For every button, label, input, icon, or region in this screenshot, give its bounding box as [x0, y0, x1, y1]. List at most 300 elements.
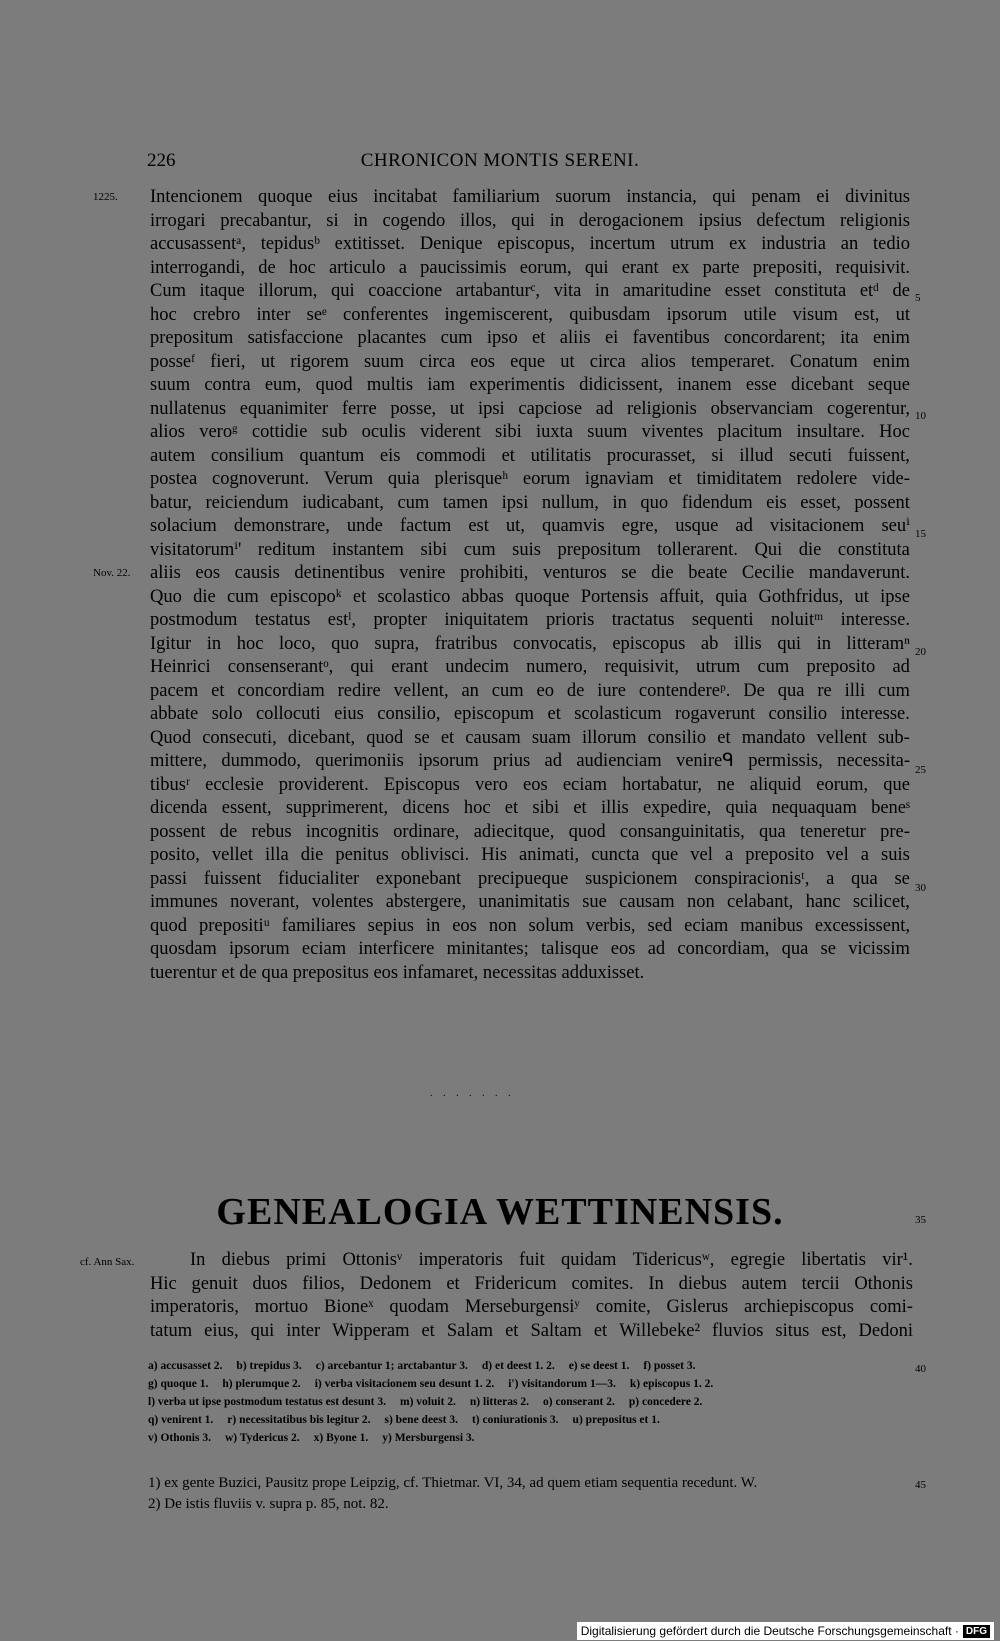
word: penam: [751, 187, 801, 207]
word: vel: [690, 845, 713, 865]
word: Quo: [150, 586, 182, 607]
word: eius: [327, 187, 358, 207]
word: consilium: [210, 445, 284, 466]
word: et: [446, 1273, 460, 1294]
word: consenserantᵒ,: [227, 657, 334, 677]
word: commodi: [416, 445, 486, 466]
word: etᵈ: [859, 281, 879, 301]
word: posseᶠ: [150, 351, 195, 372]
word: Cum: [150, 281, 186, 301]
word: eorum,: [519, 257, 572, 278]
word: ut: [260, 351, 276, 372]
word: non: [488, 915, 517, 936]
word: cum: [491, 680, 524, 701]
text-line: [150, 938, 910, 962]
word: cum: [226, 586, 259, 607]
apparatus-note: g) quoque 1.: [148, 1378, 209, 1390]
apparatus-line: [148, 1411, 908, 1429]
word: est,: [854, 304, 880, 325]
word: litteramⁿ: [846, 633, 910, 654]
word: aliquid: [749, 774, 802, 795]
word: Cecilie: [741, 563, 795, 583]
text-line: tuerentur et de qua prepositus eos infamaret, necessitas adduxisset.: [150, 962, 645, 983]
word: adiecitque,: [473, 821, 555, 842]
word: ipsi: [477, 398, 505, 419]
word: abbate: [150, 704, 199, 724]
word: de: [219, 821, 238, 842]
word: Intencionem: [150, 187, 243, 207]
word: hoc: [150, 304, 177, 325]
word: mandaverunt.: [808, 563, 910, 583]
word: eo: [536, 680, 554, 701]
word: comite,: [595, 1297, 651, 1317]
word: eciam: [301, 939, 347, 959]
word: multis: [366, 375, 414, 395]
word: imperatoris: [418, 1250, 503, 1270]
word: in: [816, 633, 831, 654]
word: contra: [204, 375, 251, 395]
word: in: [425, 915, 441, 936]
word: ad: [735, 516, 753, 536]
word: que: [651, 845, 679, 865]
word: et: [421, 1320, 435, 1341]
word: equanimiter: [239, 398, 329, 419]
word: convocatis,: [513, 633, 597, 654]
word: consilio,: [377, 704, 441, 724]
word: illorum,: [258, 281, 318, 301]
word: se: [894, 868, 910, 889]
word: timiditatem: [696, 469, 782, 489]
word: redire: [337, 680, 381, 701]
word: necessita-: [837, 751, 910, 771]
line-number: 30: [915, 882, 926, 894]
word: egregie: [730, 1250, 786, 1270]
word: itaque: [199, 281, 245, 301]
word: hoc: [463, 798, 491, 818]
word: insultare.: [796, 422, 865, 442]
margin-reference: cf. Ann Sax.: [80, 1256, 135, 1268]
word: autem: [150, 445, 196, 466]
apparatus-line: [148, 1357, 908, 1375]
word: Conatum: [789, 351, 858, 372]
word: tedio: [873, 234, 910, 254]
word: requisivit.: [835, 257, 910, 278]
word: supprimerent,: [285, 798, 389, 818]
word: estˡ,: [327, 610, 356, 630]
word: inter: [256, 304, 291, 325]
word: Hoc: [879, 422, 910, 442]
word: si: [711, 445, 724, 466]
word: suum: [150, 375, 191, 395]
word: incognitis: [305, 821, 379, 842]
word: erant: [621, 257, 659, 278]
word: in: [594, 281, 610, 301]
word: audienciam: [576, 751, 662, 771]
word: qui: [584, 257, 609, 278]
text-line: [150, 1273, 913, 1297]
apparatus-note: p) concedere 2.: [628, 1396, 703, 1408]
word: numero,: [526, 657, 588, 677]
word: a: [724, 845, 734, 865]
word: cum: [440, 328, 473, 348]
word: vellent,: [393, 680, 449, 701]
text-line: [150, 515, 910, 539]
word: iuxta: [536, 422, 573, 442]
main-text: [150, 186, 910, 985]
word: suam: [531, 727, 571, 748]
word: in: [353, 210, 368, 231]
word: manibus: [740, 915, 803, 936]
word: solo: [211, 704, 243, 724]
margin-date: Nov. 22.: [93, 567, 131, 579]
word: ei: [604, 328, 619, 348]
word: affuit,: [659, 586, 705, 607]
word: filios,: [302, 1273, 345, 1294]
word: illud: [739, 445, 774, 466]
word: conspiracionisᵗ,: [694, 868, 810, 889]
digitization-credit: [577, 1622, 994, 1640]
word: supra,: [374, 633, 420, 654]
word: permissis,: [748, 751, 823, 771]
word: concordarent;: [724, 328, 826, 348]
word: precipueque: [477, 868, 569, 889]
word: utile: [743, 304, 777, 325]
word: scolasticum: [574, 704, 662, 724]
text-line: [150, 586, 910, 610]
word: si: [326, 210, 339, 231]
word: est: [468, 516, 489, 536]
text-line: [150, 233, 910, 257]
word: ipsorum: [666, 304, 728, 325]
word: demonstrare,: [233, 516, 330, 536]
text-line: [150, 774, 910, 798]
word: collocuti: [255, 704, 321, 724]
word: fidendum: [681, 492, 753, 513]
word: illos,: [460, 210, 497, 231]
word: cogerentur,: [827, 398, 910, 419]
word: re: [817, 680, 832, 701]
word: redolere: [796, 469, 858, 489]
word: illis: [733, 633, 762, 654]
section-separator: . . . . . . .: [430, 1088, 515, 1099]
word: providerent.: [278, 774, 369, 795]
word: vicissim: [848, 939, 910, 959]
word: tractatus: [611, 610, 675, 630]
word: loco,: [279, 633, 316, 654]
word: divinitus: [845, 187, 910, 207]
word: iure: [597, 680, 626, 701]
word: an: [461, 680, 479, 701]
word: cum: [878, 680, 910, 701]
apparatus-line: [148, 1429, 908, 1447]
word: vellet: [211, 845, 253, 865]
word: reiciendum: [205, 492, 289, 513]
word: esset,: [800, 492, 841, 513]
word: illis: [600, 798, 629, 818]
word: seuⁱ: [881, 516, 910, 536]
word: vel: [826, 845, 849, 865]
word: religionis: [626, 398, 697, 419]
word: et: [573, 798, 587, 818]
word: concordiam: [237, 680, 325, 701]
word: parte: [702, 257, 740, 278]
word: scilicet,: [852, 892, 910, 912]
word: utilitatis: [530, 445, 592, 466]
word: talisque: [541, 939, 599, 959]
word: eius,: [204, 1320, 239, 1341]
text-line: [150, 398, 910, 422]
word: qua: [851, 868, 878, 889]
word: Othonis: [854, 1273, 913, 1294]
word: oculis: [361, 422, 406, 442]
word: comites.: [571, 1273, 634, 1294]
word: in: [549, 210, 565, 231]
apparatus-note: v) Othonis 3.: [148, 1432, 211, 1444]
word: animati,: [519, 845, 580, 865]
word: eos: [452, 915, 477, 936]
word: testatus: [254, 610, 311, 630]
line-number: 20: [915, 646, 926, 658]
word: ingemiscerent,: [444, 304, 553, 325]
word: quod: [150, 915, 187, 936]
word: constituta: [774, 281, 847, 301]
word: nequaquam: [771, 798, 857, 818]
word: suum: [587, 422, 628, 442]
text-line: [150, 1320, 913, 1344]
word: postea: [150, 469, 198, 489]
apparatus-note: i) verba visitacionem seu desunt 1. 2.: [314, 1378, 495, 1390]
apparatus-note: y) Mersburgensi 3.: [382, 1432, 475, 1444]
text-line: [150, 210, 910, 234]
word: pre-: [880, 821, 910, 842]
word: et: [504, 798, 519, 818]
word: ut: [449, 398, 465, 419]
word: suum: [363, 351, 405, 372]
word: cuncta: [591, 845, 640, 865]
word: fuissent: [203, 868, 262, 889]
word: episcopus: [612, 633, 686, 654]
word: an: [840, 234, 859, 254]
word: ut: [560, 351, 575, 372]
word: derogacionem: [578, 210, 684, 231]
word: duos: [252, 1273, 288, 1294]
word: suis: [512, 539, 541, 560]
word: qui: [250, 1320, 275, 1341]
word: incertum: [589, 234, 656, 254]
word: qui: [777, 633, 801, 654]
word: diebus: [221, 1250, 270, 1270]
text-line: [150, 257, 910, 281]
word: dicenda: [150, 798, 208, 818]
word: fuit: [519, 1250, 545, 1270]
apparatus-note: m) voluit 2.: [400, 1396, 456, 1408]
apparatus-line: [148, 1375, 908, 1393]
word: rigorem: [290, 351, 349, 372]
word: Verum: [323, 469, 374, 489]
word: viderent: [420, 422, 481, 442]
word: et: [593, 1320, 608, 1341]
word: genuit: [191, 1273, 238, 1294]
text-line: [150, 797, 910, 821]
word: mandato: [741, 727, 806, 748]
word: extitisset.: [334, 234, 406, 254]
text-line: [150, 351, 910, 375]
word: ad: [544, 751, 562, 771]
footnote: 2) De istis fluviis v. supra p. 85, not. 82.: [148, 1496, 389, 1512]
word: Saltam: [530, 1320, 582, 1341]
word: prepositi,: [752, 257, 823, 278]
word: batur,: [150, 492, 192, 513]
word: de: [566, 680, 585, 701]
word: causam: [465, 727, 521, 748]
word: hoc: [236, 633, 264, 654]
word: interficere: [358, 939, 435, 959]
word: suspicionem: [585, 868, 678, 889]
word: interesse.: [840, 610, 910, 630]
word: in: [612, 492, 627, 513]
word: suorum: [555, 187, 611, 207]
word: scolastico: [377, 586, 451, 607]
word: sub-: [877, 727, 910, 748]
word: immunes: [150, 892, 218, 912]
word: sibi: [532, 798, 560, 818]
text-line: [150, 891, 910, 915]
word: ipsorum: [229, 939, 290, 959]
word: instantem: [331, 539, 404, 560]
word: circa: [419, 351, 456, 372]
word: temperaret.: [691, 351, 775, 372]
word: die: [193, 586, 216, 607]
word: procurasset,: [606, 445, 696, 466]
word: aliis: [150, 563, 181, 583]
text-line: [150, 562, 910, 586]
apparatus-note: c) arcebantur 1; arctabantur 3.: [315, 1360, 468, 1372]
word: et: [501, 445, 515, 466]
word: tamen: [442, 492, 489, 513]
word: episcopum: [453, 704, 535, 724]
word: inter: [286, 1320, 321, 1341]
word: ipse: [880, 586, 910, 607]
word: volentes: [311, 892, 374, 912]
word: viventes: [641, 422, 704, 442]
word: tibusʳ: [150, 774, 190, 795]
word: illi: [844, 680, 866, 701]
word: accusassentᵃ,: [150, 234, 246, 254]
word: In: [190, 1250, 206, 1270]
word: placitum: [717, 422, 783, 442]
word: tepidusᵇ: [260, 234, 320, 254]
word: dicens: [402, 798, 450, 818]
word: sequenti: [691, 610, 754, 630]
word: et: [440, 727, 455, 748]
word: fuissent,: [847, 445, 910, 466]
word: qui: [330, 281, 355, 301]
running-title: CHRONICON MONTIS SERENI.: [360, 150, 640, 171]
word: prepositum: [557, 539, 641, 560]
word: querimoniis: [315, 751, 404, 771]
text-line: [150, 304, 910, 328]
word: Salam: [446, 1320, 494, 1341]
word: hanc: [805, 892, 841, 912]
word: inanem: [677, 375, 732, 395]
line-number: 45: [915, 1479, 926, 1491]
word: fratribus: [434, 633, 498, 654]
word: utrum: [670, 234, 715, 254]
word: archiepiscopus: [744, 1297, 854, 1317]
word: ecclesie: [205, 774, 264, 795]
word: vide-: [871, 469, 910, 489]
word: ut: [895, 304, 910, 325]
text-line: [150, 421, 910, 445]
text-line: [150, 468, 910, 492]
word: cum: [463, 539, 496, 560]
apparatus-note: e) se deest 1.: [568, 1360, 630, 1372]
word: esset: [724, 281, 761, 301]
word: sibi: [420, 539, 448, 560]
word: iniquitatem: [444, 610, 529, 630]
word: visum: [792, 304, 838, 325]
word: a: [860, 845, 869, 865]
word: eos: [610, 939, 636, 959]
word: seque: [867, 375, 910, 395]
word: episcopus,: [497, 234, 575, 254]
word: hoc: [288, 257, 316, 278]
word: eciam: [684, 915, 729, 936]
line-number: 10: [915, 410, 926, 422]
word: eum,: [264, 375, 302, 395]
apparatus-note: t) coniurationis 3.: [471, 1414, 559, 1426]
word: et: [352, 586, 367, 607]
word: preposito: [745, 845, 815, 865]
word: alios: [640, 351, 676, 372]
word: eos: [470, 351, 495, 372]
text-line: [150, 445, 910, 469]
word: in: [206, 633, 222, 654]
word: eorum,: [816, 774, 869, 795]
word: quidam: [560, 1250, 617, 1270]
word: vellent: [816, 727, 867, 748]
word: prius: [493, 751, 531, 771]
word: usque: [675, 516, 719, 536]
word: requisivit,: [604, 657, 679, 677]
word: die: [300, 845, 324, 865]
word: nullatenus: [150, 398, 227, 419]
word: visitatorumⁱ': [150, 539, 242, 560]
line-number: 35: [915, 1214, 926, 1226]
word: secuti: [788, 445, 833, 466]
word: seᵉ: [306, 304, 327, 325]
word: dummodo,: [221, 751, 302, 771]
word: quod: [366, 727, 404, 748]
word: ut,: [505, 516, 525, 536]
text-line: [150, 492, 910, 516]
text-line: [150, 327, 910, 351]
word: eos: [523, 774, 548, 795]
word: Episcopus: [383, 774, 460, 795]
word: et: [211, 680, 225, 701]
critical-apparatus: [148, 1357, 908, 1447]
word: unde: [346, 516, 383, 536]
word: Igitur: [150, 633, 192, 654]
word: veroᵍ: [199, 422, 238, 442]
word: eciam: [562, 774, 607, 795]
word: coaccione: [368, 281, 443, 301]
word: familiarium: [452, 187, 540, 207]
word: qui: [712, 187, 736, 207]
footnotes: [148, 1473, 908, 1515]
text-line: [150, 374, 910, 398]
genealogy-text: [150, 1249, 913, 1343]
